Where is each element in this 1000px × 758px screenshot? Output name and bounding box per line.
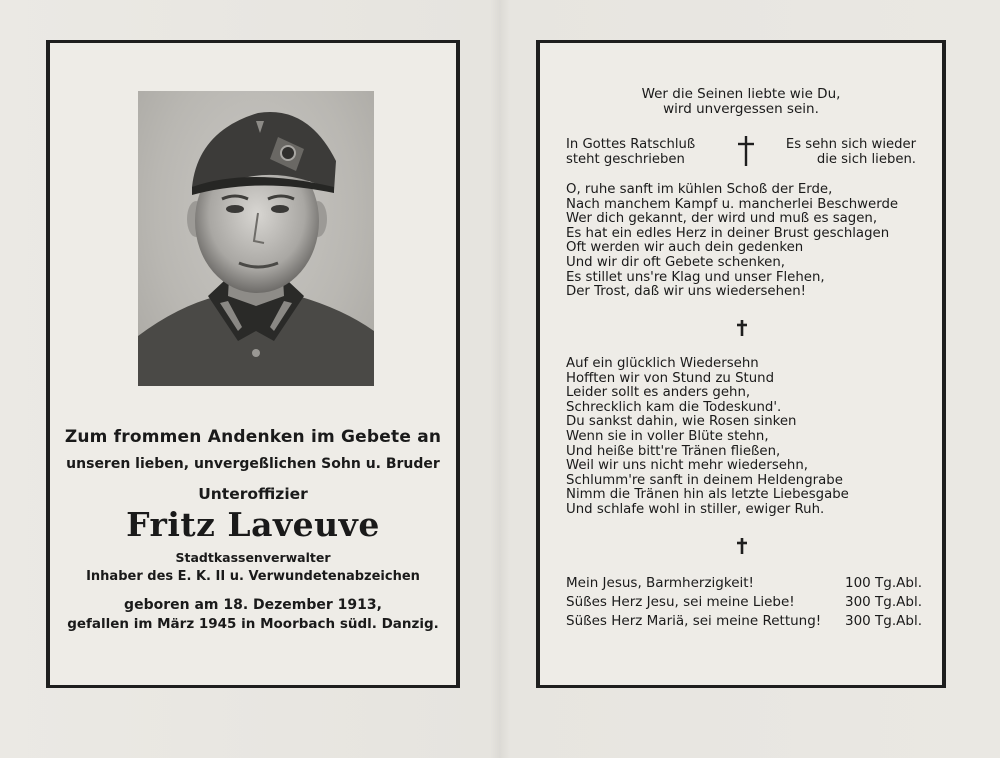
cross-verse-left — [566, 137, 695, 167]
verse-line: Wer dich gekannt, der wird und muß es sagen, — [566, 211, 878, 227]
verse-line: In Gottes Ratschluß — [566, 137, 696, 152]
prayer-indulgence: 300 Tg.Abl. — [844, 613, 922, 629]
cross-icon — [735, 537, 749, 555]
verse-line: Wer die Seinen liebte wie Du, — [641, 86, 841, 102]
deceased-name: Fritz Laveuve — [126, 505, 380, 544]
verse-line: Wenn sie in voller Blüte stehn, — [566, 428, 769, 444]
verse-line: Du sankst dahin, wie Rosen sinken — [566, 414, 797, 430]
verse-line: Der Trost, daß wir uns wiedersehen! — [566, 284, 806, 300]
verse-line: Und schlafe wohl in stiller, ewiger Ruh. — [566, 501, 825, 517]
profession: Stadtkassenverwalter — [175, 550, 331, 565]
prayer-text: Mein Jesus, Barmherzigkeit! — [566, 575, 754, 591]
verse-line: Leider sollt es anders gehn, — [566, 385, 751, 401]
left-panel — [46, 40, 460, 688]
verse-line: wird unvergessen sein. — [663, 101, 819, 117]
cross-verse-right — [786, 137, 916, 167]
verse-line: Hofften wir von Stund zu Stund — [566, 370, 775, 386]
rank: Unteroffizier — [198, 485, 308, 503]
prayer-list — [566, 574, 922, 631]
verse-line: steht geschrieben — [566, 152, 685, 167]
verse-line: Nimm die Tränen hin als letzte Liebesgabe — [566, 487, 849, 503]
prayer-row — [566, 612, 922, 631]
birth-date: geboren am 18. Dezember 1913, — [124, 597, 382, 613]
verse-line: Es hat ein edles Herz in deiner Brust geschlagen — [566, 225, 890, 241]
verse-line: Auf ein glücklich Wiedersehn — [566, 356, 759, 371]
verse-3 — [566, 357, 849, 518]
relation-line: unseren lieben, unvergeßlichen Sohn u. Bruder — [66, 456, 440, 472]
prayer-row — [566, 593, 922, 612]
portrait-photo — [138, 91, 374, 386]
prayer-indulgence: 100 Tg.Abl. — [844, 575, 922, 591]
verse-line: Nach manchem Kampf u. mancherlei Beschwerde — [566, 196, 899, 212]
death-info: gefallen im März 1945 in Moorbach südl. Danzig. — [67, 616, 439, 632]
remembrance-line: Zum frommen Andenken im Gebete an — [64, 427, 442, 447]
verse-line: Schlumm're sanft in deinem Heldengrabe — [566, 472, 843, 488]
cross-icon — [735, 319, 749, 337]
verse-1 — [540, 87, 942, 117]
verse-line: Oft werden wir auch dein gedenken — [566, 240, 804, 256]
verse-line: O, ruhe sanft im kühlen Schoß der Erde, — [566, 182, 833, 197]
cross-verse — [566, 137, 916, 171]
verse-line: Es sehn sich wieder — [785, 137, 916, 152]
prayer-indulgence: 300 Tg.Abl. — [844, 594, 922, 610]
prayer-row — [566, 574, 922, 593]
verse-2 — [566, 183, 898, 300]
verse-line: Es stillet uns're Klag und unser Flehen, — [566, 269, 825, 285]
verse-line: Weil wir uns nicht mehr wiedersehn, — [566, 458, 809, 474]
verse-line: Und wir dir oft Gebete schenken, — [566, 254, 786, 270]
verse-line: die sich lieben. — [816, 152, 916, 167]
prayer-text: Süßes Herz Mariä, sei meine Rettung! — [566, 613, 822, 629]
prayer-text: Süßes Herz Jesu, sei meine Liebe! — [566, 594, 795, 610]
awards: Inhaber des E. K. II u. Verwundetenabzeichen — [86, 569, 420, 584]
cross-icon — [734, 134, 758, 168]
right-panel — [536, 40, 946, 688]
verse-line: Und heiße bitt're Tränen fließen, — [566, 443, 781, 459]
verse-line: Schrecklich kam die Todeskund'. — [566, 399, 782, 415]
